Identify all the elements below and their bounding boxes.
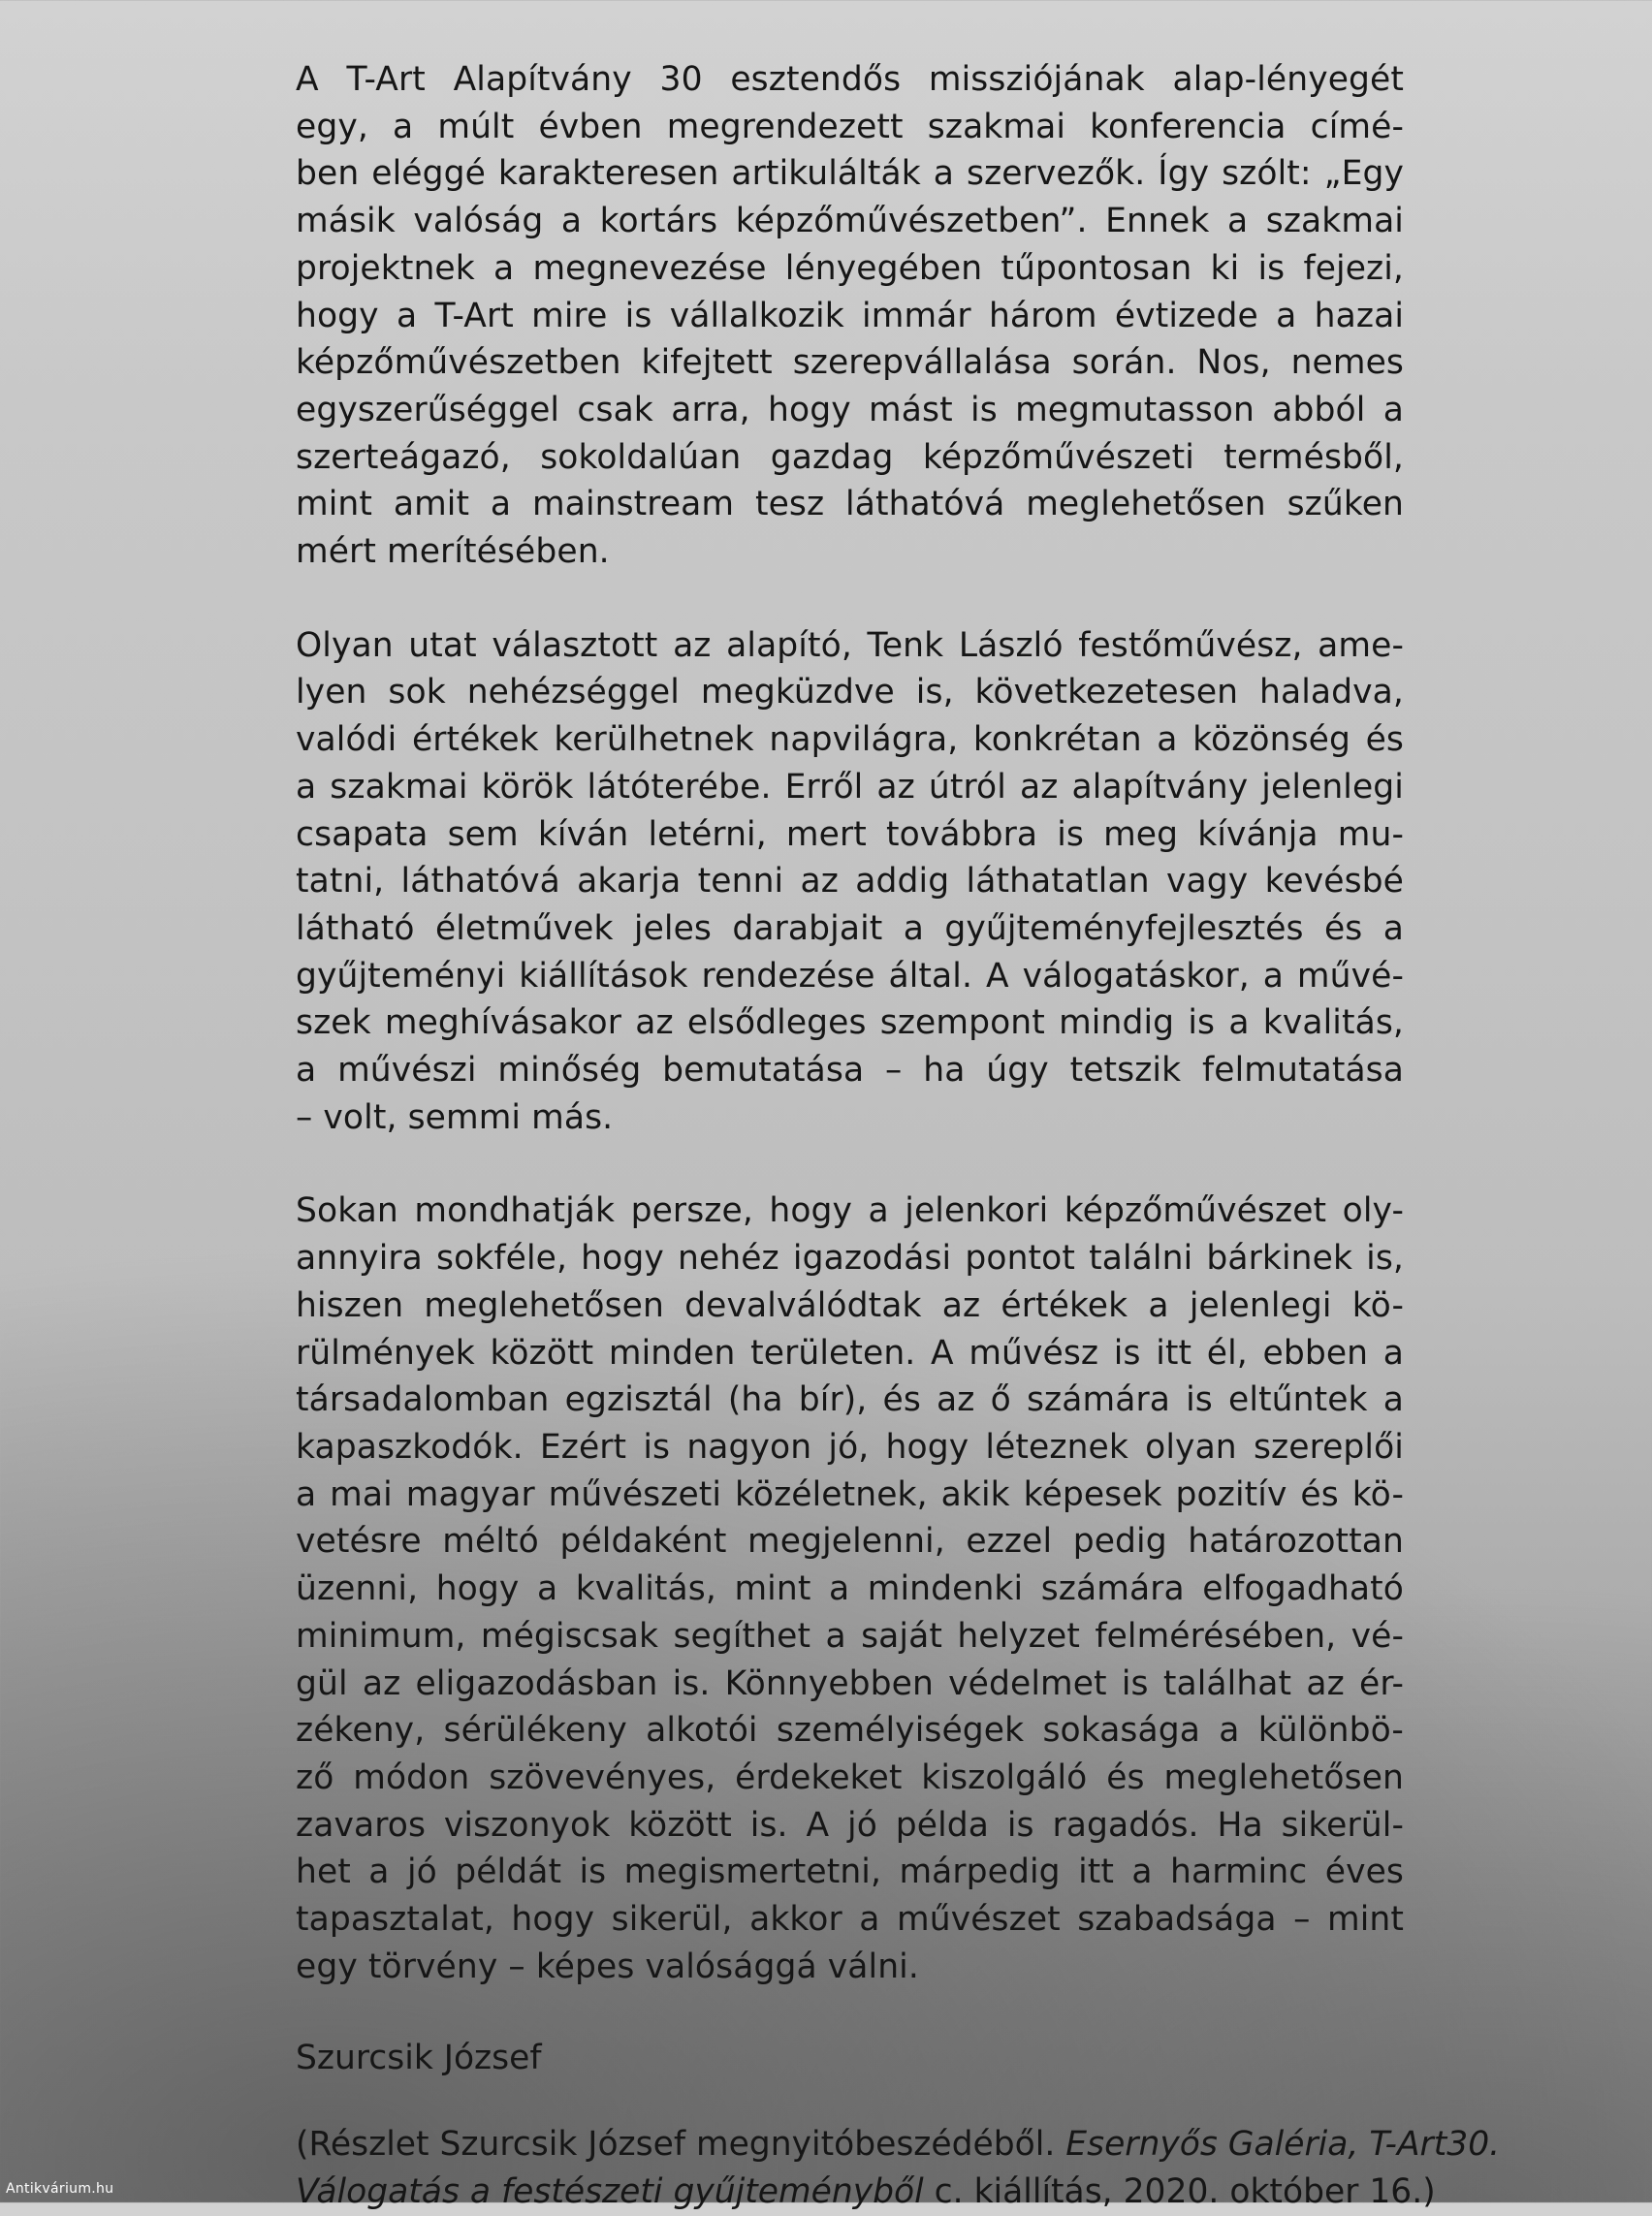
text-line: ző módon szövevényes, érdekeket kiszolgáló és meglehetősen (296, 1757, 1404, 1797)
text-line: vetésre méltó példaként megjelenni, ezzel pedig határozottan (296, 1522, 1404, 1562)
text-line: het a jó példát is megismertetni, márpedig itt a harminc éves (296, 1852, 1404, 1892)
text-line: képzőművészetben kifejtett szerepvállalása során. Nos, nemes (296, 343, 1404, 383)
paragraph-3 (296, 1187, 1404, 1990)
text-line: csapata sem kíván letérni, mert továbbra is meg kívánja mu- (296, 814, 1404, 854)
text-line: mért merítésében. (296, 532, 610, 572)
text-line: Sokan mondhatják persze, hogy a jelenkori képzőművészet oly- (296, 1191, 1404, 1231)
text-line: lyen sok nehézséggel megküzdve is, következetesen haladva, (296, 673, 1404, 712)
author-signature: Szurcsik József (296, 2039, 542, 2078)
article-text (296, 56, 1501, 2216)
text-line: tapasztalat, hogy sikerül, akkor a művészet szabadsága – mint (296, 1900, 1404, 1940)
text-line: kapaszkodók. Ezért is nagyon jó, hogy léteznek olyan szereplői (296, 1427, 1404, 1467)
text-line: hogy a T-Art mire is vállalkozik immár három évtizede a hazai (296, 296, 1404, 335)
text-line: ben eléggé karakteresen artikulálták a szervezők. Így szólt: „Egy (296, 154, 1404, 194)
text-line: a szakmai körök látóterébe. Erről az útról az alapítvány jelenlegi (296, 767, 1404, 807)
text-line: annyira sokféle, hogy nehéz igazodási pontot találni bárkinek is, (296, 1239, 1404, 1279)
text-line: egyszerűséggel csak arra, hogy mást is megmutasson abból a (296, 390, 1404, 429)
text-line: mint amit a mainstream tesz láthatóvá meglehetősen szűken (296, 485, 1404, 524)
watermark: Antikvárium.hu (6, 2181, 114, 2197)
text-line: hiszen meglehetősen devalválódtak az értékek a jelenlegi kö- (296, 1285, 1404, 1325)
text-line: társadalomban egzisztál (ha bír), és az ő számára is eltűntek a (296, 1380, 1404, 1420)
citation-line-2 (296, 2169, 1436, 2216)
paragraph-2 (296, 622, 1404, 1142)
citation-gallery: Esernyős Galéria, T-Art30. (1065, 2125, 1501, 2165)
citation-exhibition: Válogatás a festészeti gyűjteményből (296, 2171, 924, 2211)
text-line: valódi értékek kerülhetnek napvilágra, konkrétan a közönség és (296, 720, 1404, 760)
source-citation (296, 2121, 1501, 2215)
text-line: – volt, semmi más. (296, 1097, 614, 1137)
paragraph-1 (296, 56, 1404, 576)
text-line: zékeny, sérülékeny alkotói személyiségek sokasága a különbö- (296, 1711, 1404, 1751)
text-line: a mai magyar művészeti közéletnek, akik képesek pozitív és kö- (296, 1474, 1404, 1514)
text-line: egy törvény – képes valósággá válni. (296, 1947, 919, 1986)
citation-prefix: (Részlet Szurcsik József megnyitóbeszédéből. (296, 2125, 1066, 2165)
text-line: tatni, láthatóvá akarja tenni az addig láthatatlan vagy kevésbé (296, 862, 1404, 902)
citation-suffix: c. kiállítás, 2020. október 16.) (923, 2171, 1436, 2211)
text-line: rülmények között minden területen. A művész is itt él, ebben a (296, 1333, 1404, 1373)
text-line: gül az eligazodásban is. Könnyebben védelmet is találhat az ér- (296, 1663, 1404, 1703)
text-line: látható életművek jeles darabjait a gyűjteményfejlesztés és a (296, 908, 1404, 948)
citation-line-1 (296, 2121, 1501, 2169)
text-line: Olyan utat választott az alapító, Tenk László festőművész, ame- (296, 625, 1404, 665)
text-line: szek meghívásakor az elsődleges szempont mindig is a kvalitás, (296, 1003, 1404, 1043)
text-line: projektnek a megnevezése lényegében tűpontosan ki is fejezi, (296, 248, 1404, 288)
text-line: A T-Art Alapítvány 30 esztendős missziójának alap-lényegét (296, 60, 1404, 99)
text-line: üzenni, hogy a kvalitás, mint a mindenki számára elfogadható (296, 1569, 1404, 1609)
text-line: a művészi minőség bemutatása – ha úgy tetszik felmutatása (296, 1051, 1404, 1091)
text-line: minimum, mégiscsak segíthet a saját helyzet felmérésében, vé- (296, 1616, 1404, 1656)
text-line: gyűjteményi kiállítások rendezése által. A válogatáskor, a művé- (296, 956, 1404, 996)
text-line: egy, a múlt évben megrendezett szakmai konferencia címé- (296, 107, 1404, 146)
text-line: másik valóság a kortárs képzőművészetben”. Ennek a szakmai (296, 202, 1404, 241)
text-line: szerteágazó, sokoldalúan gazdag képzőművészeti termésből, (296, 437, 1404, 477)
text-line: zavaros viszonyok között is. A jó példa is ragadós. Ha sikerül- (296, 1805, 1404, 1845)
